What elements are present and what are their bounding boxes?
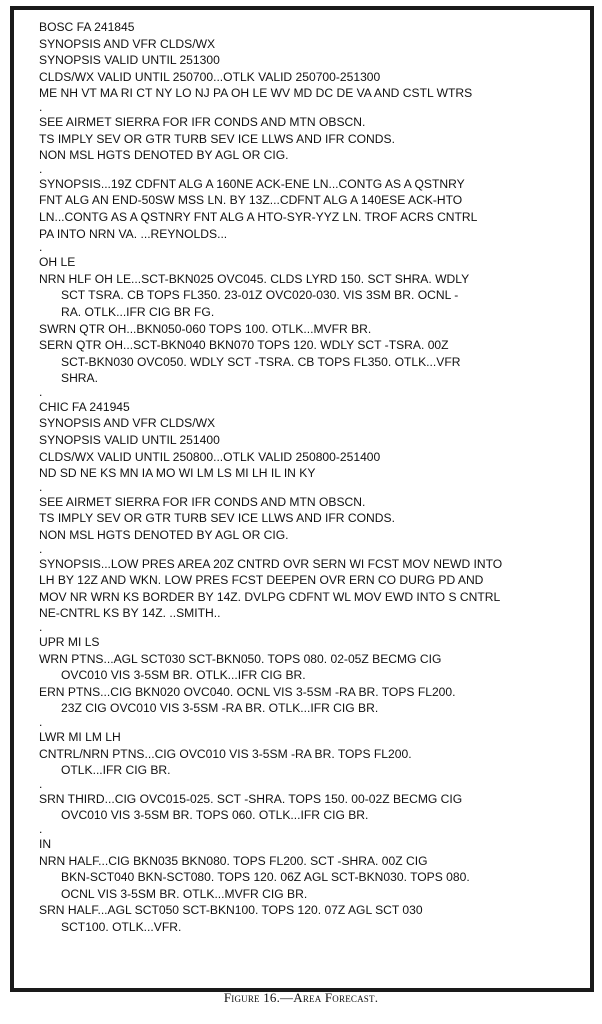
text-line: ERN PTNS...CIG BKN020 OVC040. OCNL VIS 3-5SM -RA BR. TOPS FL200.: [39, 684, 456, 699]
text-line: NRN HALF...CIG BKN035 BKN080. TOPS FL200. SCT -SHRA. 00Z CIG: [39, 853, 428, 868]
text-line: OTLK...IFR CIG BR.: [61, 763, 171, 778]
text-line: SYNOPSIS...LOW PRES AREA 20Z CNTRD OVR SERN WI FCST MOV NEWD INTO: [39, 556, 503, 571]
section-title: LWR MI LM LH: [39, 729, 121, 744]
text-line: CHIC FA 241945: [39, 399, 130, 414]
text-line: ME NH VT MA RI CT NY LO NJ PA OH LE WV MD DC DE VA AND CSTL WTRS: [39, 86, 473, 101]
text-line: SWRN QTR OH...BKN050-060 TOPS 100. OTLK...MVFR BR.: [39, 321, 372, 336]
text-line: BKN-SCT040 BKN-SCT080. TOPS 120. 06Z AGL SCT-BKN030. TOPS 080.: [61, 870, 470, 885]
text-line: CLDS/WX VALID UNTIL 250800...OTLK VALID 250800-251400: [39, 449, 381, 464]
text-line: TS IMPLY SEV OR GTR TURB SEV ICE LLWS AND IFR CONDS.: [39, 131, 395, 146]
separator: .: [39, 240, 43, 255]
separator: .: [39, 541, 43, 556]
text-line: SERN QTR OH...SCT-BKN040 BKN070 TOPS 120. WDLY SCT -TSRA. 00Z: [39, 338, 449, 353]
bosc-notes: [39, 114, 582, 164]
chic-notes: [39, 494, 582, 544]
text-line: OVC010 VIS 3-5SM BR. OTLK...IFR CIG BR.: [61, 668, 306, 683]
section-lwr-mi: [39, 729, 582, 779]
text-line: SRN HALF...AGL SCT050 SCT-BKN100. TOPS 120. 07Z AGL SCT 030: [39, 903, 423, 918]
section-title: OH LE: [39, 255, 76, 270]
separator: .: [39, 479, 43, 494]
section-oh-le: [39, 254, 582, 387]
separator: .: [39, 99, 43, 114]
text-line: SHRA.: [61, 371, 98, 386]
separator: .: [39, 620, 43, 634]
section-srn-third: [39, 791, 582, 824]
bosc-header: [39, 19, 582, 102]
text-line: NON MSL HGTS DENOTED BY AGL OR CIG.: [39, 148, 289, 163]
figure-caption: Figure 16.—Area Forecast.: [223, 990, 379, 1005]
text-line: PA INTO NRN VA. ...REYNOLDS...: [39, 226, 228, 241]
section-upr-mi-ls: [39, 634, 582, 717]
text-line: SCT-BKN030 OVC050. WDLY SCT -TSRA. CB TOPS FL350. OTLK...VFR: [61, 354, 461, 369]
text-line: SRN THIRD...CIG OVC015-025. SCT -SHRA. TOPS 150. 00-02Z BECMG CIG: [39, 791, 463, 806]
chic-synopsis: [39, 556, 582, 622]
forecast-text: [39, 19, 582, 936]
separator: .: [39, 821, 43, 836]
text-line: SYNOPSIS...19Z CDFNT ALG A 160NE ACK-ENE LN...CONTG AS A QSTNRY: [39, 176, 465, 191]
separator: .: [39, 161, 43, 176]
text-line: FNT ALG AN END-50SW MSS LN. BY 13Z...CDFNT ALG A 140ESE ACK-HTO: [39, 193, 463, 208]
separator: .: [39, 714, 43, 729]
text-line: SEE AIRMET SIERRA FOR IFR CONDS AND MTN OBSCN.: [39, 494, 366, 509]
text-line: TS IMPLY SEV OR GTR TURB SEV ICE LLWS AND IFR CONDS.: [39, 511, 395, 526]
text-line: 23Z CIG OVC010 VIS 3-5SM -RA BR. OTLK...IFR CIG BR.: [61, 701, 379, 716]
text-line: NE-CNTRL KS BY 14Z. ..SMITH..: [39, 606, 221, 621]
text-line: CNTRL/NRN PTNS...CIG OVC010 VIS 3-5SM -RA BR. TOPS FL200.: [39, 746, 412, 761]
text-line: SYNOPSIS VALID UNTIL 251400: [39, 433, 220, 448]
text-line: SCT TSRA. CB TOPS FL350. 23-01Z OVC020-030. VIS 3SM BR. OCNL -: [61, 288, 459, 303]
text-line: NRN HLF OH LE...SCT-BKN025 OVC045. CLDS LYRD 150. SCT SHRA. WDLY: [39, 271, 470, 286]
text-line: SEE AIRMET SIERRA FOR IFR CONDS AND MTN OBSCN.: [39, 114, 366, 129]
text-line: SYNOPSIS AND VFR CLDS/WX: [39, 36, 216, 51]
text-line: ND SD NE KS MN IA MO WI LM LS MI LH IL IN KY: [39, 466, 316, 481]
section-title: IN: [39, 836, 52, 851]
forecast-frame: [10, 6, 594, 992]
text-line: OVC010 VIS 3-5SM BR. TOPS 060. OTLK...IFR CIG BR.: [61, 808, 369, 823]
text-line: LN...CONTG AS A QSTNRY FNT ALG A HTO-SYR-YYZ LN. TROF ACRS CNTRL: [39, 209, 478, 224]
section-title: UPR MI LS: [39, 635, 100, 649]
text-line: RA. OTLK...IFR CIG BR FG.: [61, 304, 215, 319]
text-line: SYNOPSIS AND VFR CLDS/WX: [39, 416, 216, 431]
text-line: CLDS/WX VALID UNTIL 250700...OTLK VALID 250700-251300: [39, 69, 381, 84]
separator: .: [39, 776, 43, 791]
text-line: NON MSL HGTS DENOTED BY AGL OR CIG.: [39, 528, 289, 543]
text-line: MOV NR WRN KS BORDER BY 14Z. DVLPG CDFNT WL MOV EWD INTO S CNTRL: [39, 589, 501, 604]
text-line: OCNL VIS 3-5SM BR. OTLK...MVFR CIG BR.: [61, 886, 308, 901]
bosc-synopsis: [39, 176, 582, 242]
section-in: [39, 836, 582, 936]
separator: .: [39, 384, 43, 399]
text-line: BOSC FA 241845: [39, 20, 135, 34]
text-line: SCT100. OTLK...VFR.: [61, 919, 182, 934]
chic-header: [39, 399, 582, 482]
text-line: WRN PTNS...AGL SCT030 SCT-BKN050. TOPS 080. 02-05Z BECMG CIG: [39, 651, 442, 666]
text-line: LH BY 12Z AND WKN. LOW PRES FCST DEEPEN OVR ERN CO DURG PD AND: [39, 573, 484, 588]
text-line: SYNOPSIS VALID UNTIL 251300: [39, 53, 220, 68]
